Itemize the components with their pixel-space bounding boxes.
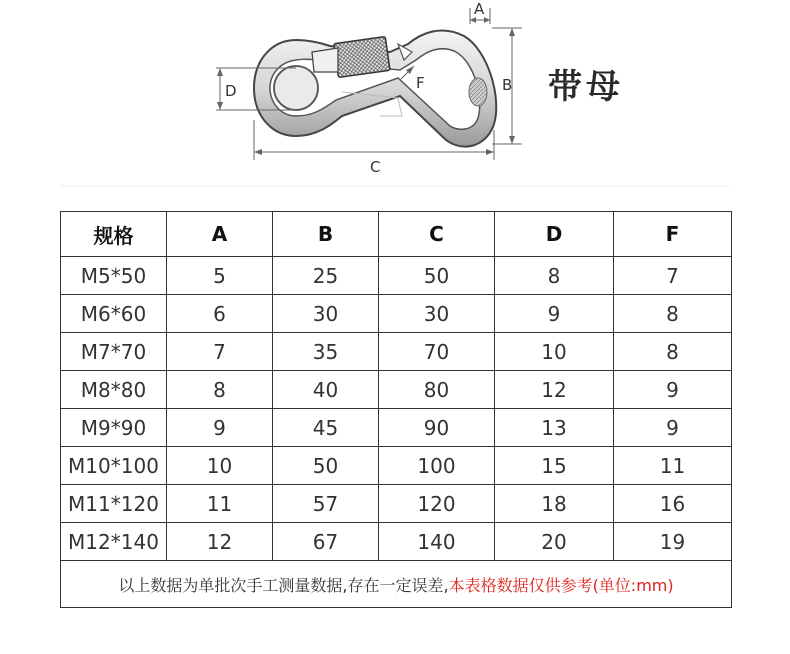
table-row — [61, 409, 732, 447]
cell-b: 45 — [273, 409, 379, 447]
cell-a: 10 — [167, 447, 273, 485]
cell-d: 18 — [495, 485, 614, 523]
cell-a: 11 — [167, 485, 273, 523]
label-d: D — [225, 82, 237, 100]
header-c: C — [379, 212, 495, 257]
cell-d: 13 — [495, 409, 614, 447]
product-title: 带母 — [548, 67, 624, 107]
cell-a: 5 — [167, 257, 273, 295]
cell-c: 100 — [379, 447, 495, 485]
header-spec: 规格 — [61, 212, 167, 257]
table-row — [61, 295, 732, 333]
cell-d: 10 — [495, 333, 614, 371]
note-cell — [61, 561, 732, 608]
cell-f: 8 — [614, 295, 732, 333]
cell-c: 30 — [379, 295, 495, 333]
cell-b: 67 — [273, 523, 379, 561]
cell-b: 40 — [273, 371, 379, 409]
label-c: C — [370, 158, 381, 176]
cell-f: 8 — [614, 333, 732, 371]
cell-d: 8 — [495, 257, 614, 295]
cell-a: 12 — [167, 523, 273, 561]
cell-f: 11 — [614, 447, 732, 485]
cell-a: 9 — [167, 409, 273, 447]
cell-c: 50 — [379, 257, 495, 295]
header-b: B — [273, 212, 379, 257]
cell-spec: M8*80 — [61, 371, 167, 409]
cell-b: 50 — [273, 447, 379, 485]
cell-c: 140 — [379, 523, 495, 561]
dimension-a — [470, 0, 490, 24]
cell-spec: M5*50 — [61, 257, 167, 295]
gate — [312, 48, 338, 72]
eye-hole — [274, 66, 318, 110]
note-text: 以上数据为单批次手工测量数据,存在一定误差, — [118, 575, 449, 595]
cell-a: 8 — [167, 371, 273, 409]
cell-b: 57 — [273, 485, 379, 523]
cell-a: 6 — [167, 295, 273, 333]
header-row — [61, 212, 732, 257]
cell-b: 30 — [273, 295, 379, 333]
cell-d: 20 — [495, 523, 614, 561]
spec-table — [60, 211, 732, 608]
locking-nut — [334, 37, 390, 78]
cell-spec: M6*60 — [61, 295, 167, 333]
cell-f: 16 — [614, 485, 732, 523]
cell-c: 70 — [379, 333, 495, 371]
cell-d: 15 — [495, 447, 614, 485]
note-highlight: 本表格数据仅供参考(单位:mm) — [448, 575, 674, 595]
table-row — [61, 485, 732, 523]
cell-spec: M7*70 — [61, 333, 167, 371]
cell-spec: M12*140 — [61, 523, 167, 561]
table-row — [61, 257, 732, 295]
label-a: A — [474, 0, 485, 18]
cell-f: 9 — [614, 409, 732, 447]
cell-c: 90 — [379, 409, 495, 447]
cell-c: 80 — [379, 371, 495, 409]
note-row — [61, 561, 732, 608]
cell-spec: M10*100 — [61, 447, 167, 485]
label-b: B — [502, 76, 513, 94]
table-row — [61, 371, 732, 409]
table-row — [61, 447, 732, 485]
cell-c: 120 — [379, 485, 495, 523]
cell-f: 19 — [614, 523, 732, 561]
wire-section — [469, 78, 487, 106]
table-row — [61, 333, 732, 371]
cell-spec: M11*120 — [61, 485, 167, 523]
cell-b: 35 — [273, 333, 379, 371]
cell-d: 12 — [495, 371, 614, 409]
label-f: F — [416, 74, 425, 92]
header-f: F — [614, 212, 732, 257]
table-row — [61, 523, 732, 561]
header-a: A — [167, 212, 273, 257]
cell-spec: M9*90 — [61, 409, 167, 447]
cell-b: 25 — [273, 257, 379, 295]
cell-d: 9 — [495, 295, 614, 333]
cell-f: 9 — [614, 371, 732, 409]
header-d: D — [495, 212, 614, 257]
carabiner-diagram — [0, 0, 790, 200]
dimension-b — [492, 28, 522, 144]
cell-f: 7 — [614, 257, 732, 295]
cell-a: 7 — [167, 333, 273, 371]
